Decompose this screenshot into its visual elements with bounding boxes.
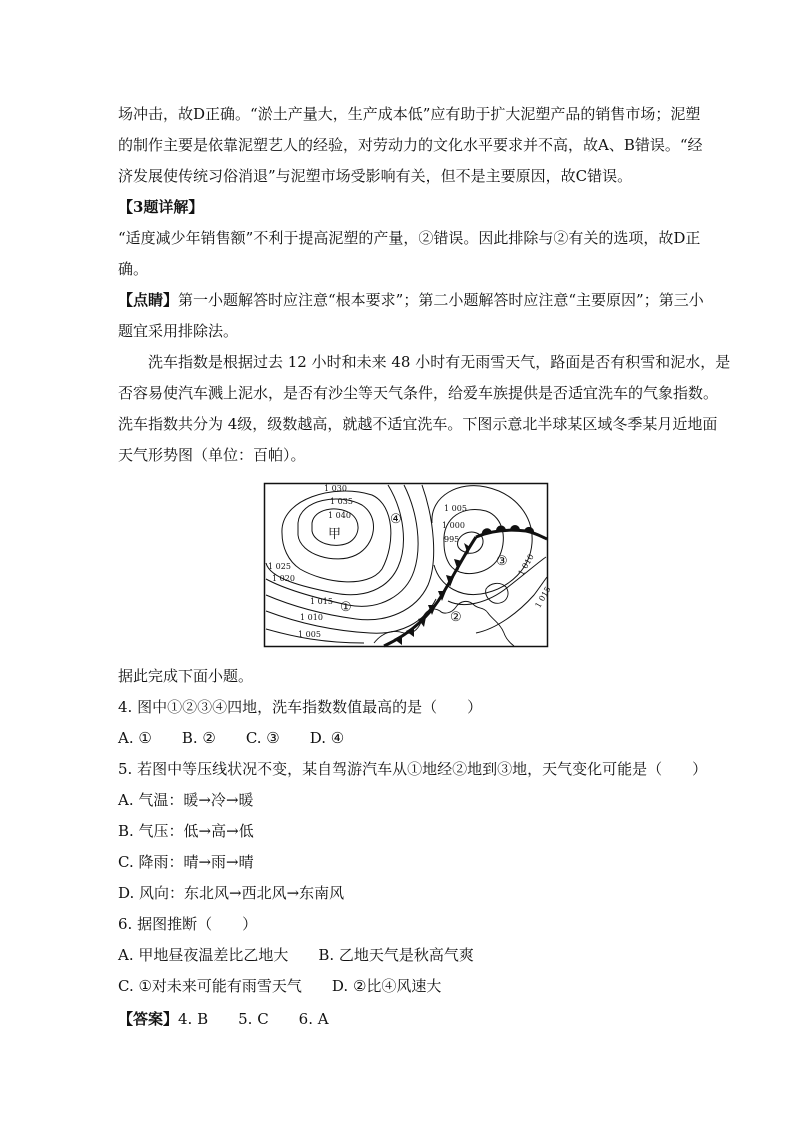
intro-line3: 洗车指数共分为 4级，级数越高，就越不适宜洗车。下图示意北半球某区域冬季某月近地面 [118, 415, 718, 433]
para1-line1: 场冲击，故D正确。“淤土产量大，生产成本低”应有助于扩大泥塑产品的销售市场；泥塑 [118, 105, 701, 123]
q3-line2: 确。 [118, 260, 149, 278]
q4-stem: 4. 图中①②③④四地，洗车指数数值最高的是（ ） [118, 698, 483, 716]
label-1015: 1 015 [310, 597, 333, 606]
q6-stem: 6. 据图推断（ ） [118, 915, 258, 933]
q5-stem: 5. 若图中等压线状况不变，某自驾游汽车从①地经②地到③地，天气变化可能是（ ） [118, 760, 708, 778]
label-point-3: ③ [496, 554, 508, 569]
label-1035: 1 035 [330, 497, 353, 506]
dianjing-label: 【点睛】 [118, 291, 179, 309]
dianjing-line2: 题宜采用排除法。 [118, 322, 239, 340]
label-low-995: 995 [444, 535, 460, 544]
answer-text: 4. B 5. C 6. A [178, 1010, 329, 1028]
label-low-1010: 1 010 [516, 552, 536, 577]
label-point-2: ② [450, 610, 462, 625]
dianjing-line1 [118, 290, 704, 310]
label-1025: 1 025 [268, 562, 291, 571]
q4-options: A. ① B. ② C. ③ D. ④ [118, 729, 345, 747]
label-1020: 1 020 [272, 574, 295, 583]
q5-option-a: A. 气温：暖→冷→暖 [118, 791, 254, 809]
intro-line4: 天气形势图（单位：百帕）。 [118, 446, 306, 464]
label-low-1005: 1 005 [444, 504, 467, 513]
q6-options-ab: A. 甲地昼夜温差比乙地大 B. 乙地天气是秋高气爽 [118, 946, 474, 964]
label-1010: 1 010 [300, 613, 323, 622]
label-point-4: ④ [390, 512, 402, 527]
dianjing-text1: 第一小题解答时应注意“根本要求”；第二小题解答时应注意“主要原因”；第三小 [178, 291, 704, 309]
label-jia: 甲 [328, 527, 342, 542]
q5-option-c: C. 降雨：晴→雨→晴 [118, 853, 254, 871]
label-low-1015: 1 015 [533, 585, 553, 610]
label-1030: 1 030 [324, 484, 347, 493]
para1-line2: 的制作主要是依靠泥塑艺人的经验，对劳动力的文化水平要求并不高，故A、B错误。“经 [118, 136, 703, 154]
q5-option-d: D. 风向：东北风→西北风→东南风 [118, 884, 345, 902]
q5-option-b: B. 气压：低→高→低 [118, 822, 254, 840]
label-1005: 1 005 [298, 630, 321, 639]
weather-map [264, 483, 553, 647]
label-low-1000: 1 000 [442, 521, 465, 530]
answer-label: 【答案】 [118, 1010, 179, 1028]
intro-line1: 洗车指数是根据过去 12 小时和未来 48 小时有无雨雪天气，路面是否有积雪和泥水，是 [148, 353, 731, 371]
label-1040: 1 040 [328, 511, 351, 520]
para1-line3: 济发展使传统习俗消退”与泥塑市场受影响有关，但不是主要原因，故C错误。 [118, 167, 633, 185]
answer-line [118, 1009, 329, 1029]
intro-line2: 否容易使汽车溅上泥水，是否有沙尘等天气条件，给爱车族提供是否适宜洗车的气象指数。 [118, 384, 719, 402]
label-point-1: ① [340, 600, 352, 615]
q6-options-cd: C. ①对未来可能有雨雪天气 D. ②比④风速大 [118, 977, 442, 995]
q3-heading: 【3题详解】 [118, 198, 204, 216]
instruction: 据此完成下面小题。 [118, 667, 254, 685]
q3-line1: “适度减少年销售额”不利于提高泥塑的产量，②错误。因此排除与②有关的选项，故D正 [118, 229, 701, 247]
